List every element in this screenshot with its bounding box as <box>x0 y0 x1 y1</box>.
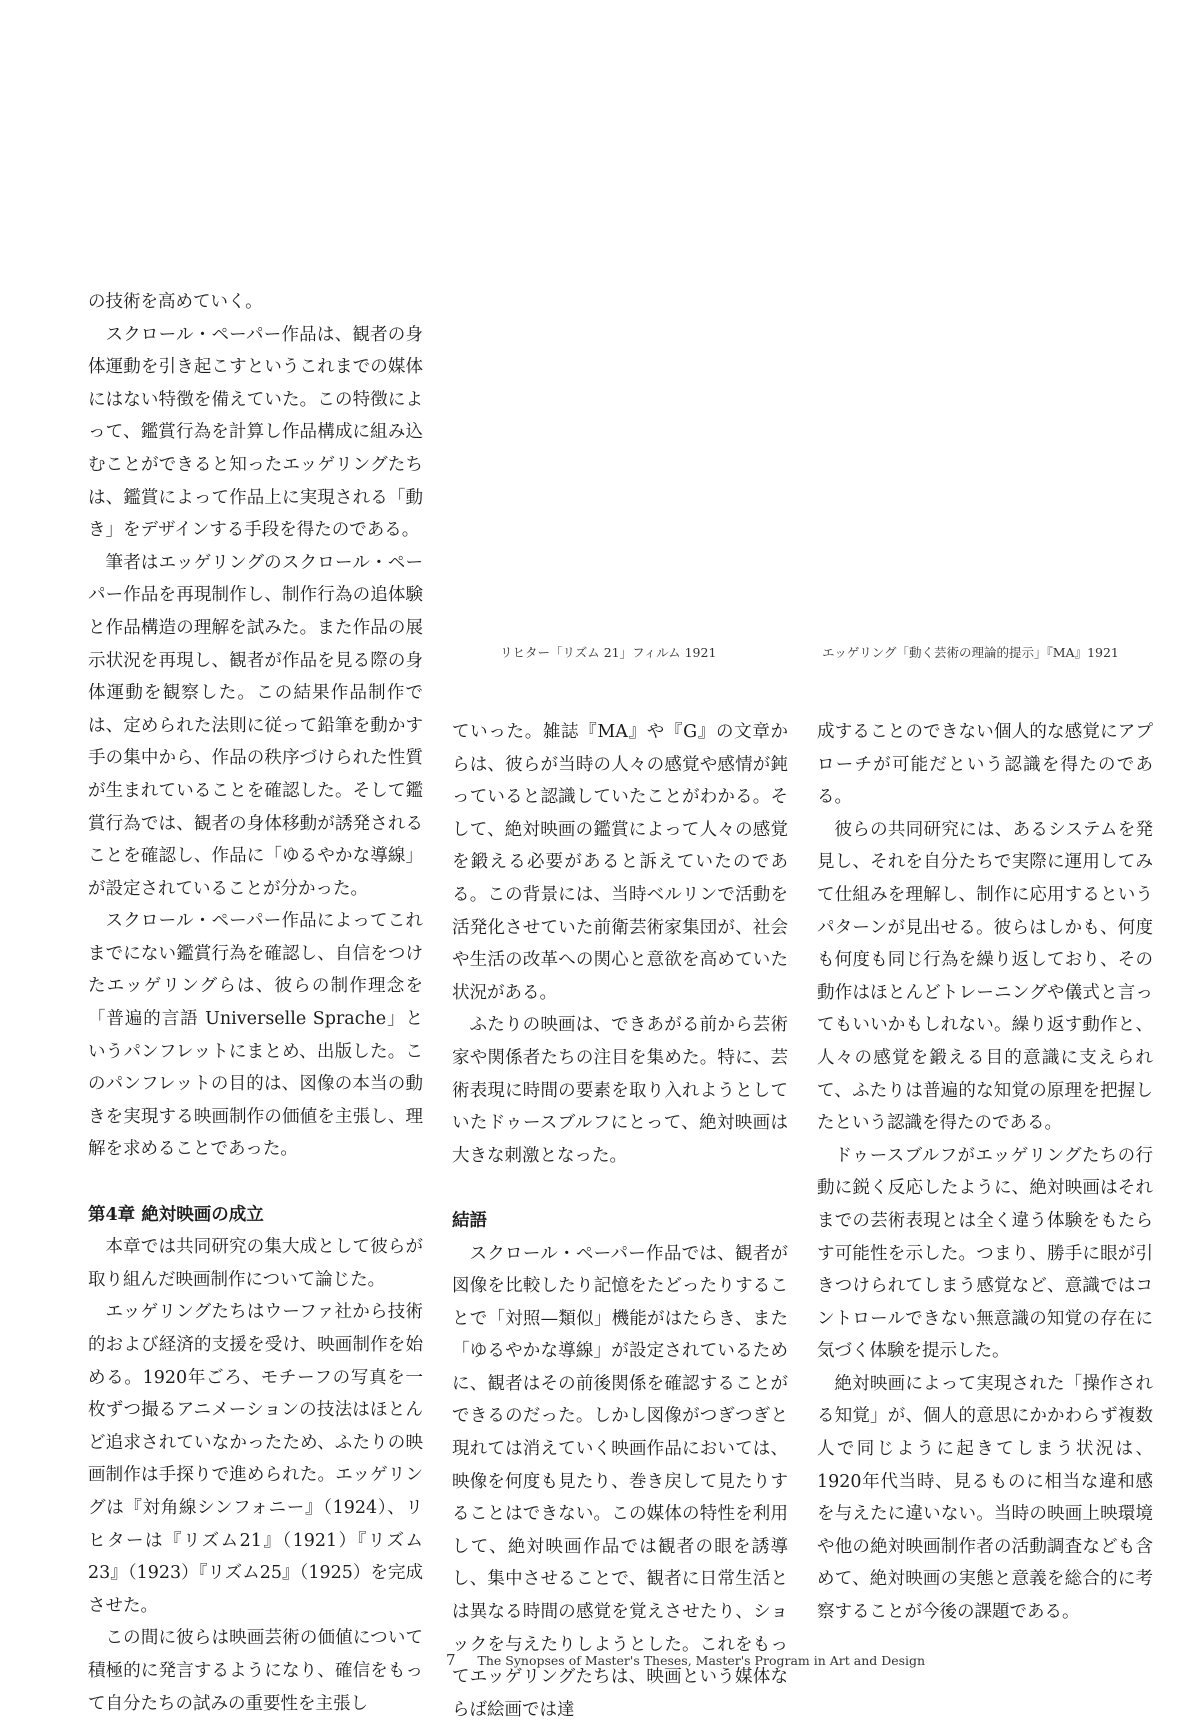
chapter-heading: 第4章 絶対映画の成立 <box>88 1199 423 1232</box>
figure-caption-eggeling-ma: エッゲリング「動く芸術の理論的提示」『MA』1921 <box>822 643 1119 661</box>
paragraph: の技術を高めていく。 <box>88 286 423 319</box>
text-column-middle <box>452 716 788 1726</box>
text-column-left <box>88 286 423 1720</box>
paragraph: 成することのできない個人的な感覚にアプローチが可能だという認識を得たのである。 <box>817 716 1153 814</box>
paragraph: エッゲリングたちはウーファ社から技術的および経済的支援を受け、映画制作を始める。1920年ごろ、モチーフの写真を一枚ずつ撮るアニメーションの技法はほとんど追求されていなかったため、ふたりの映画制作は手探りで進められた。エッゲリングは『対角線シンフォニー』（1924）、リヒターは『リズム21』（1921）『リズム23』（1923）『リズム25』（1925）を完成させた。 <box>88 1296 423 1622</box>
paragraph: スクロール・ペーパー作品は、観者の身体運動を引き起こすというこれまでの媒体にはない特徴を備えていた。この特徴によって、鑑賞行為を計算し作品構成に組み込むことができると知ったエッゲリングたちは、鑑賞によって作品上に実現される「動き」をデザインする手段を得たのである。 <box>88 319 423 547</box>
figure-caption-rhythm21: リヒター「リズム 21」フィルム 1921 <box>500 643 716 661</box>
paragraph: 絶対映画によって実現された「操作される知覚」が、個人的意思にかかわらず複数人で同じように起きてしまう状況は、1920年代当時、見るものに相当な違和感を与えたに違いない。当時の映画上映環境や他の絶対映画制作者の活動調査なども含めて、絶対映画の実態と意義を総合的に考察することが今後の課題である。 <box>817 1368 1153 1629</box>
paragraph: 彼らの共同研究には、あるシステムを発見し、それを自分たちで実際に運用してみて仕組みを理解し、制作に応用するというパターンが見出せる。彼らはしかも、何度も何度も同じ行為を繰り返しており、その動作はほとんどトレーニングや儀式と言ってもいいかもしれない。繰り返す動作と、人々の感覚を鍛える目的意識に支えられて、ふたりは普遍的な知覚の原理を把握したという認識を得たのである。 <box>817 814 1153 1140</box>
paragraph: ドゥースブルフがエッゲリングたちの行動に鋭く反応したように、絶対映画はそれまでの芸術表現とは全く違う体験をもたらす可能性を示した。つまり、勝手に眼が引きつけられてしまう感覚など、意識ではコントロールできない無意識の知覚の存在に気づく体験を提示した。 <box>817 1140 1153 1368</box>
paragraph: ていった。雑誌『MA』や『G』の文章からは、彼らが当時の人々の感覚や感情が鈍っていると認識していたことがわかる。そして、絶対映画の鑑賞によって人々の感覚を鍛える必要があると訴えていたのである。この背景には、当時ベルリンで活動を活発化させていた前衛芸術家集団が、社会や生活の改革への関心と意欲を高めていた状況がある。 <box>452 716 788 1009</box>
paragraph: ふたりの映画は、できあがる前から芸術家や関係者たちの注目を集めた。特に、芸術表現に時間の要素を取り入れようとしていたドゥースブルフにとって、絶対映画は大きな刺激となった。 <box>452 1009 788 1172</box>
section-heading-conclusion: 結語 <box>452 1205 788 1238</box>
paragraph: この間に彼らは映画芸術の価値について積極的に発言するようになり、確信をもって自分たちの試みの重要性を主張し <box>88 1622 423 1720</box>
page-footer <box>446 1651 925 1669</box>
publication-title: The Synopses of Master's Theses, Master's Program in Art and Design <box>478 1653 926 1668</box>
paragraph: 筆者はエッゲリングのスクロール・ペーパー作品を再現制作し、制作行為の追体験と作品構造の理解を試みた。また作品の展示状況を再現し、観者が作品を見る際の身体運動を観察した。この結果作品制作では、定められた法則に従って鉛筆を動かす手の集中から、作品の秩序づけられた性質が生まれていることを確認した。そして鑑賞行為では、観者の身体移動が誘発されることを確認し、作品に「ゆるやかな導線」が設定されていることが分かった。 <box>88 547 423 906</box>
paragraph: スクロール・ペーパー作品では、観者が図像を比較したり記憶をたどったりすることで「対照—類似」機能がはたらき、また「ゆるやかな導線」が設定されているために、観者はその前後関係を確認することができるのだった。しかし図像がつぎつぎと現れては消えていく映画作品においては、映像を何度も見たり、巻き戻して見たりすることはできない。この媒体の特性を利用して、絶対映画作品では観者の眼を誘導し、集中させることで、観者に日常生活とは異なる時間の感覚を覚えさせたり、ショックを与えたりしようとした。これをもってエッゲリングたちは、映画という媒体ならば絵画では達 <box>452 1238 788 1726</box>
page-number: 7 <box>446 1651 456 1669</box>
text-column-right <box>817 716 1153 1629</box>
paragraph: スクロール・ペーパー作品によってこれまでにない鑑賞行為を確認し、自信をつけたエッゲリングらは、彼らの制作理念を「普遍的言語 Universelle Sprache」というパンフレットにまとめ、出版した。このパンフレットの目的は、図像の本当の動きを実現する映画制作の価値を主張し、理解を求めることであった。 <box>88 905 423 1166</box>
paragraph: 本章では共同研究の集大成として彼らが取り組んだ映画制作について論じた。 <box>88 1231 423 1296</box>
